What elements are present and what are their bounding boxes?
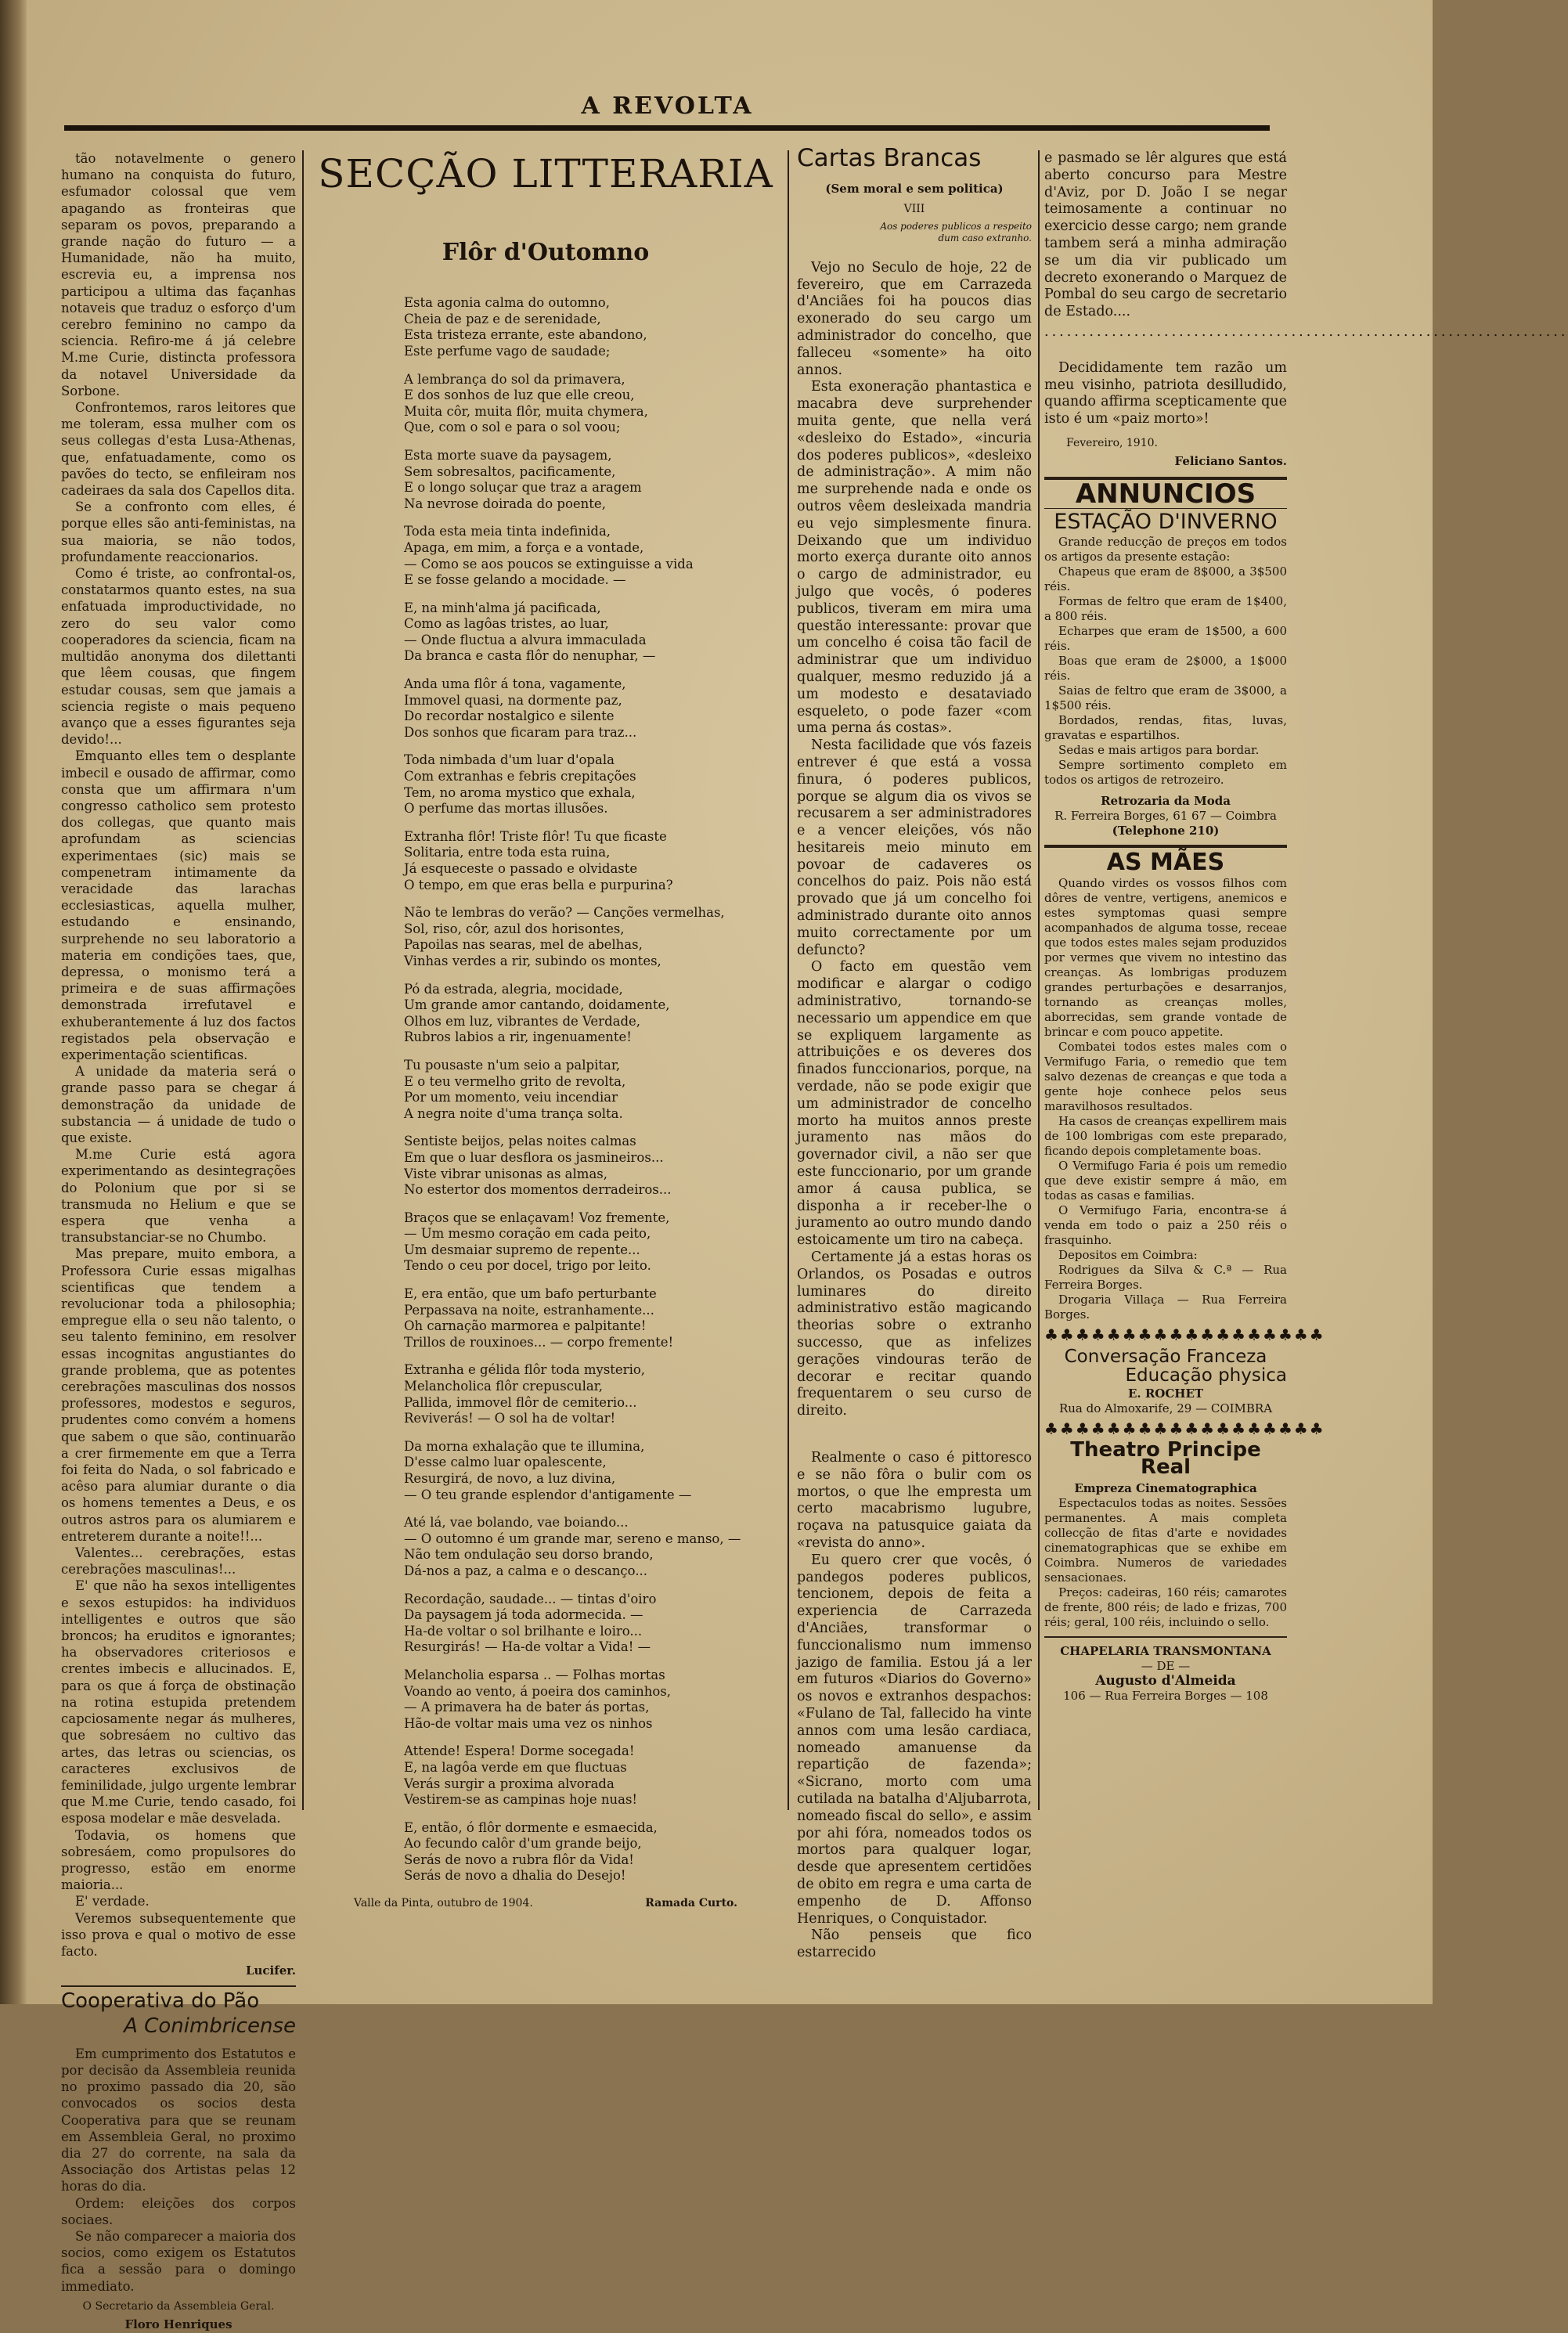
stanza [404, 295, 784, 359]
verse-line: Recordação, saudade... — tintas d'oiro [404, 1591, 657, 1606]
paragraph: Echarpes que eram de 1$500, a 600 réis. [1044, 624, 1287, 654]
paragraph: M.me Curie está agora experimentando as desintegrações do Polonium que por si se transmuda no Helium e que se espera que venha a transubstanciar-se no Chumbo. [61, 1147, 296, 1246]
ad-chapelaria-address: 106 — Rua Ferreira Borges — 108 [1063, 1688, 1268, 1703]
verse-line: Um desmaiar supremo de repente... [404, 1242, 640, 1257]
verse-line: Este perfume vago de saudade; [404, 343, 611, 359]
paragraph: O Vermifugo Faria, encontra-se á venda em todo o paiz a 250 réis o frasquinho. [1044, 1203, 1287, 1248]
paragraph: E' verdade. [75, 1894, 150, 1909]
cartas-subtitle: (Sem moral e sem politica) [825, 181, 1004, 196]
paragraph: Sedas e mais artigos para bordar. [1058, 743, 1260, 758]
column-divider [1038, 150, 1040, 1810]
paragraph: Como é triste, ao confrontal-os, constatarmos quanto estes, na sua enfatuada improductividade, no zero do seu valor como cooperadores da sciencia, ficam na multidão anonyma dos dilettanti que lêem cousas, que fingem estudar cousas, sem que jamais a sciencia registe o mais pequeno avanço que a esses figurantes seja devido!... [61, 566, 296, 748]
paragraph: Grande reducção de preços em todos os artigos da presente estação: [1044, 535, 1287, 564]
verse-line: Toda esta meia tinta indefinida, [404, 524, 611, 539]
verse-line: A negra noite d'uma trança solta. [404, 1105, 623, 1121]
verse-line: Vestirem-se as campinas hoje nuas! [404, 1792, 638, 1808]
stanza [404, 676, 784, 741]
ad-theatro-prices: Preços: cadeiras, 160 réis; camarotes de frente, 800 réis; de lado e frizas, 700 réis; geral, 100 réis, incluindo o sello. [1044, 1585, 1287, 1629]
verse-line: Rubros labios a rir, ingenuamente! [404, 1029, 632, 1045]
verse-line: Não te lembras do verão? — Canções vermelhas, [404, 905, 725, 921]
ad-estacao-telephone: (Telephone 210) [1112, 824, 1220, 838]
paragraph: Valentes... cerebrações, estas cerebrações masculinas!... [61, 1545, 296, 1578]
dotted-line: ...................................................................... [1044, 323, 1568, 340]
ad-maes-title: AS MÃES [1106, 849, 1225, 877]
poem-body [307, 295, 784, 1884]
verse-line: Viste vibrar unisonas as almas, [404, 1166, 607, 1181]
verse-line: Melancholica flôr crepuscular, [404, 1379, 604, 1394]
verse-line: Esta tristeza errante, este abandono, [404, 327, 647, 343]
paragraph: Sempre sortimento completo em todos os artigos de retrozeiro. [1044, 758, 1287, 788]
verse-line: Muita côr, muita flôr, muita chymera, [404, 403, 648, 419]
stanza [404, 982, 784, 1046]
stanza [404, 752, 784, 817]
verse-line: Braços que se enlaçavam! Voz fremente, [404, 1210, 670, 1225]
ad-chapelaria-title: CHAPELARIA TRANSMONTANA [1060, 1643, 1271, 1658]
cartas-body [797, 260, 1032, 1962]
verse-line: Resurgirás! — Ha-de voltar a Vida! — [404, 1639, 651, 1655]
coop-signature: Floro Henriques [124, 2317, 232, 2331]
stanza [404, 1210, 784, 1275]
verse-line: E, então, ó flôr dormente e esmaecida, [404, 1819, 658, 1835]
stanza [404, 524, 784, 588]
paragraph: Drogaria Villaça — Rua Ferreira Borges. [1044, 1293, 1287, 1322]
column-3 [797, 144, 1032, 1962]
coop-notice [61, 2046, 296, 2295]
paragraph: Combatei todos estes males com o Vermifugo Faria, o remedio que tem salvo dezenas de creanças e que toda a gente hoje conhece pelos seus maravilhosos resultados. [1044, 1040, 1287, 1114]
paragraph: tão notavelmente o genero humano na conquista do futuro, esfumador colossal que vem apagando as fronteiras que separam os povos, preparando a grande nação do futuro — a Humanidade, não ha muito, escrevia eu, a imprensa nos participou a ultima das façanhas notaveis que traduz o esforço d'um cerebro feminino no campo da sciencia. Refiro-me á já celebre M.me Curie, distincta professora da notavel Universidade da Sorbone. [61, 151, 296, 398]
verse-line: — Como se aos poucos se extinguisse a vida [404, 556, 694, 572]
verse-line: Apaga, em mim, a força e a vontade, [404, 539, 644, 555]
verse-line: Extranha flôr! Triste flôr! Tu que ficaste [404, 828, 667, 844]
verse-line: Da paysagem já toda adormecida. — [404, 1607, 643, 1623]
verse-line: Como as lagôas tristes, ao luar, [404, 616, 609, 632]
verse-line: Solitaria, entre toda esta ruina, [404, 845, 611, 860]
verse-line: Olhos em luz, vibrantes de Verdade, [404, 1013, 641, 1029]
ad-rochet-name: E. ROCHET [1127, 1386, 1204, 1401]
column-divider [302, 150, 304, 1810]
ad-rochet-title2: Educação physica [1125, 1365, 1287, 1386]
verse-line: Pó da estrada, alegria, mocidade, [404, 981, 623, 997]
paragraph: Bordados, rendas, fitas, luvas, gravatas e espartilhos. [1044, 713, 1287, 743]
paragraph: Esta exoneração phantastica e macabra deve surprehender muita gente, que nella verá «desleixo do Estado», «incuria dos poderes publicos», «desleixo de administração». A mim não me surprehende nada e onde os outros vêem desleixada mandria eu vejo simplesmente finura. Deixando que um individuo morto exerça durante oito annos o cargo de administrador, eu julgo que vocês, ó poderes publicos, tiveram em mira uma questão interessante: provar que um concelho é coisa tão facil de administrar que um individuo qualquer, mesmo reduzido já a um modesto e desataviado esqueleto, o pode fazer «com uma perna ás costas». [797, 379, 1032, 737]
stanza [404, 1515, 784, 1579]
ad-estacao-title: ESTAÇÃO D'INVERNO [1054, 509, 1278, 534]
cartas-date: Fevereiro, 1910. [1066, 436, 1158, 449]
paragraph: O facto em questão vem modificar e alargar o codigo administrativo, tornando-se necessario um appendice em que se expliquem largamente as attribuições e os deveres dos finados funccionarios, porque, na verdade, não se pode exigir que um administrador de concelho morto ha muitos annos preste juramento nas mãos do governador civil, a não ser que este funccionario, por um grande amor á causa publica, se disponha a ir receber-lhe o juramento ao outro mundo dando estoicamente um tiro na cabeça. [797, 959, 1032, 1249]
verse-line: Que, com o sol e para o sol voou; [404, 420, 621, 435]
stanza [404, 905, 784, 969]
verse-line: Perpassava na noite, estranhamente... [404, 1302, 654, 1318]
verse-line: Não tem ondulação seu dorso brando, [404, 1547, 654, 1563]
stanza [404, 600, 784, 665]
paragraph: Certamente já a estas horas os Orlandos, os Posadas e outros luminares do direito administrativo estão magicando theorias sobre o extranho successo, que as infelizes gerações vindouras terão de decorar e recitar quando frequentarem o seu curso de direito. [797, 1249, 1032, 1419]
coop-subtitle: A Conimbricense [124, 2014, 296, 2038]
verse-line: Ha-de voltar o sol brilhante e loiro... [404, 1623, 643, 1639]
ad-rochet-title1: Conversação Franceza [1064, 1346, 1267, 1367]
ad-chapelaria-name: Augusto d'Almeida [1095, 1672, 1236, 1689]
verse-line: Trillos de rouxinoes... — corpo fremente! [404, 1334, 674, 1350]
coop-secretary: O Secretario da Assembleia Geral. [82, 2299, 275, 2313]
poem-place-date: Valle da Pinta, outubro de 1904. [354, 1897, 533, 1910]
verse-line: E o longo soluçar que traz a aragem [404, 480, 642, 496]
verse-line: Attende! Espera! Dorme socegada! [404, 1743, 635, 1759]
verse-line: Tendo o ceu por docel, trigo por leito. [404, 1258, 651, 1274]
ad-theatro-text: Espectaculos todas as noites. Sessões permanentes. A mais completa collecção de fitas d'arte e novidades cinematographicas que se exhibe em Coimbra. Numeros de variedades sensacionaes. [1044, 1495, 1287, 1585]
verse-line: A lembrança do sol da primavera, [404, 371, 625, 387]
stanza [404, 1286, 784, 1350]
verse-line: Sentiste beijos, pelas noites calmas [404, 1134, 636, 1149]
verse-line: Papoilas nas searas, mel de abelhas, [404, 937, 643, 953]
verse-line: Ao fecundo calôr d'um grande beijo, [404, 1836, 642, 1852]
verse-line: O tempo, em que eras bella e purpurina? [404, 877, 673, 892]
verse-line: Verás surgir a proxima alvorada [404, 1776, 615, 1791]
paragraph: A unidade da materia será o grande passo para se chegar á demonstração da unidade de substancia — á unidade de tudo o que existe. [61, 1064, 296, 1145]
masthead: A REVOLTA [581, 92, 754, 120]
paragraph: Veremos subsequentemente que isso prova e qual o motivo de esse facto. [61, 1910, 296, 1959]
ad-estacao-shop: Retrozaria da Moda [1101, 794, 1231, 809]
poem-title: Flôr d'Outomno [442, 239, 650, 266]
paragraph: Todavia, os homens que sobresáem, como propulsores do progresso, estão em enorme maioria... [61, 1827, 296, 1893]
paragraph: Eu quero crer que vocês, ó pandegos poderes publicos, tencionem, depois de feita a experiencia de Carrazeda d'Anciães, transformar o funccionalismo num immenso jazigo de familia. Estou já a ler em futuros «Diarios do Governo» os novos e extranhos despachos: «Fulano de Tal, fallecido ha vinte annos com uma lesão cardiaca, nomeado amanuense da repartição de fazenda»; «Sicrano, morto com uma cutilada na batalha d'Aljubarrota, nomeado fiscal do sello», e assim por ahi fóra, nomeados todos os mortos para qualquer logar, desde que apresentem certidões de obito em regra e uma carta de empenho de D. Affonso Henriques, o Conquistador. [797, 1552, 1032, 1927]
ornamental-border: ♣♣♣♣♣♣♣♣♣♣♣♣♣♣♣♣♣♣ [1044, 1325, 1325, 1345]
verse-line: — O outomno é um grande mar, sereno e manso, — [404, 1531, 741, 1546]
stanza [404, 1668, 784, 1732]
column-4 [1044, 150, 1568, 1704]
paragraph: Quando virdes os vossos filhos com dôres de ventre, vertigens, anemicos e estes symptomas quasi sempre acompanhados de alguma tosse, receae que todos estes males sejam produzidos por vermes que vivem no intestino das creanças. As lombrigas produzem grandes perturbações e desarranjos, tornando as creanças molles, aborrecidas, sem grande vontade de brincar e com pouco appetite. [1044, 876, 1287, 1040]
paragraph: Formas de feltro que eram de 1$400, a 800 réis. [1044, 594, 1287, 624]
section-title: SECÇÃO LITTERARIA [318, 151, 773, 197]
verse-line: E se fosse gelando a mocidade. — [404, 572, 626, 588]
paragraph: Não penseis que fico estarrecido [797, 1927, 1032, 1961]
cartas-dedication: Aos poderes publicos a respeito dum caso extranho. [880, 220, 1032, 243]
verse-line: Na nevrose doirada do poente, [404, 496, 606, 511]
ad-theatro-body [1044, 1496, 1287, 1630]
verse-line: Da morna exhalação que te illumina, [404, 1438, 645, 1454]
verse-line: — O teu grande esplendor d'antigamente — [404, 1487, 692, 1502]
ad-rochet-address: Rua do Almoxarife, 29 — COIMBRA [1058, 1401, 1273, 1415]
coop-title: Cooperativa do Pão [61, 1989, 260, 2014]
divider [61, 1985, 296, 1987]
verse-line: E, era então, que um bafo perturbante [404, 1286, 657, 1302]
paragraph: Mas prepare, muito embora, a Professora Curie essas migalhas scientificas que tendem a revolucionar toda a philosophia; empregue ella o seu não talento, o seu talento feminino, em resolver essas incognitas angustiantes do grande problema, que as potentes cerebrações masculinas dos nossos professores, modestos e seguros, prudentes como convém a homens que sabem o que são, continuarão a crer firmemente em que a Terra foi feita do Nada, o sol fabricado e acêso para alumiar durante o dia os homens tementes a Deus, e os outros astros para os alumiarem e entreterem durante a noite!!... [61, 1246, 296, 1544]
verse-line: Resurgirá, de novo, a luz divina, [404, 1471, 616, 1487]
stanza [404, 448, 784, 512]
cartas-numeral: VIII [903, 202, 925, 215]
stanza [404, 1820, 784, 1884]
ad-chapelaria-de: — DE — [1141, 1658, 1191, 1673]
verse-line: Do recordar nostalgico e silente [404, 709, 615, 724]
verse-line: — Um mesmo coração em cada peito, [404, 1226, 651, 1242]
verse-line: No estertor dos momentos derradeiros... [404, 1182, 672, 1198]
verse-line: Oh carnação marmorea e palpitante! [404, 1318, 647, 1334]
verse-line: Dos sonhos que ficaram para traz... [404, 724, 637, 740]
verse-line: Tu pousaste n'um seio a palpitar, [404, 1057, 621, 1073]
cartas-closing: Decididamente tem razão um meu visinho, patriota desilludido, quando affirma scepticamente que isto é um «paiz morto»! [1044, 359, 1287, 427]
paragraph: Rodrigues da Silva & C.ª — Rua Ferreira Borges. [1044, 1263, 1287, 1293]
paragraph: Se a confronto com elles, é porque elles são anti-feministas, na sua maioria, se não todos, profundamente reaccionarios. [61, 499, 296, 564]
verse-line: Reviverás! — O sol ha de voltar! [404, 1411, 616, 1426]
verse-line: Hão-de voltar mais uma vez os ninhos [404, 1715, 653, 1731]
verse-line: E, na lagôa verde em que fluctuas [404, 1759, 627, 1775]
verse-line: — Onde fluctua a alvura immaculada [404, 632, 647, 647]
verse-line: Serás de novo a dhalia do Desejo! [404, 1868, 626, 1884]
divider [1044, 1636, 1287, 1638]
paragraph: Em cumprimento dos Estatutos e por decisão da Assembleia reunida no proximo passado dia 20, são convocados os socios desta Cooperativa para que se reunam em Assembleia Geral, no proximo dia 27 do corrente, na sala da Associação dos Artistas pelas 12 horas do dia. [61, 2046, 296, 2194]
paragraph: Saias de feltro que eram de 3$000, a 1$500 réis. [1044, 683, 1287, 713]
verse-line: Por um momento, veiu incendiar [404, 1090, 618, 1105]
verse-line: Extranha e gélida flôr toda mysterio, [404, 1362, 646, 1378]
signature-lucifer: Lucifer. [245, 1963, 296, 1978]
paragraph: Vejo no Seculo de hoje, 22 de fevereiro, que em Carrazeda d'Anciães foi ha poucos dias exonerado do seu cargo um administrador do concelho, que falleceu «somente» ha oito annos. [797, 259, 1032, 378]
paragraph: Chapeus que eram de 8$000, a 3$500 réis. [1044, 564, 1287, 594]
verse-line: Sem sobresaltos, pacificamente, [404, 463, 616, 479]
ad-estacao-address: R. Ferreira Borges, 61 67 — Coimbra [1054, 809, 1277, 824]
divider [1044, 845, 1287, 848]
ad-maes-body [1044, 876, 1287, 1322]
verse-line: Pallida, immovel flôr de cemiterio... [404, 1394, 637, 1410]
ornamental-border: ♣♣♣♣♣♣♣♣♣♣♣♣♣♣♣♣♣♣ [1044, 1419, 1325, 1438]
verse-line: Sol, riso, côr, azul dos horisontes, [404, 921, 625, 936]
stanza [404, 1134, 784, 1198]
stanza [404, 1592, 784, 1656]
verse-line: O perfume das mortas illusões. [404, 801, 608, 817]
verse-line: Um grande amor cantando, doidamente, [404, 997, 670, 1013]
poem-signature: Ramada Curto. [645, 1897, 737, 1910]
verse-line: — A primavera ha de bater ás portas, [404, 1700, 650, 1715]
stanza [404, 1362, 784, 1426]
paragraph: Boas que eram de 2$000, a 1$000 réis. [1044, 654, 1287, 683]
column-1 [61, 150, 296, 2333]
verse-line: Vinhas verdes a rir, subindo os montes, [404, 953, 661, 968]
masthead-rule [64, 125, 1270, 131]
stanza [404, 1058, 784, 1122]
verse-line: Toda nimbada d'um luar d'opala [404, 752, 615, 768]
cartas-title: Cartas Brancas [797, 144, 982, 172]
verse-line: Anda uma flôr á tona, vagamente, [404, 676, 626, 692]
paragraph: Nesta facilidade que vós fazeis entrever é que está a vossa finura, ó poderes publicos, porque se algum dia os vivos se recusarem a ser administradores e a vencer eleições, vós não hesitareis meio minuto em povoar de cadaveres os concelhos do paiz. Pois não está provado que já um concelho foi administrado durante oito annos muito correctamente por um defuncto? [797, 737, 1032, 958]
stanza [404, 372, 784, 436]
verse-line: Com extranhas e febris crepitações [404, 769, 636, 784]
poem-footer [307, 1896, 784, 1910]
paragraph: Confrontemos, raros leitores que me toleram, essa mulher com os seus collegas d'esta Lusa-Athenas, que, enfatuadamente, como os pavões do tecto, se enfileiram nos cadeiraes da sala dos Capellos dita. [61, 400, 296, 499]
verse-line: Esta agonia calma do outomno, [404, 295, 610, 311]
stanza [404, 829, 784, 893]
paragraph: Ordem: eleições dos corpos sociaes. [61, 2195, 296, 2227]
paragraph: Se não comparecer a maioria dos socios, como exigem os Estatutos fica a sessão para o domingo immediato. [61, 2228, 296, 2294]
paragraph: Realmente o caso é pittoresco e se não fôra o bulir com os mortos, o que lhe empresta um certo macabrismo lugubre, roçava na patusquice gaiata da «revista do anno». [797, 1449, 1032, 1551]
paragraph: Depositos em Coimbra: [1058, 1248, 1198, 1263]
verse-line: E dos sonhos de luz que elle creou, [404, 388, 635, 403]
verse-line: Já esqueceste o passado e olvidaste [404, 861, 638, 877]
annuncios-title: ANNUNCIOS [1075, 478, 1256, 510]
verse-line: Melancholia esparsa .. — Folhas mortas [404, 1667, 665, 1682]
paragraph: Ha casos de creanças expellirem mais de 100 lombrigas com este preparado, ficando depois completamente boas. [1044, 1114, 1287, 1159]
ad-theatro-title: Theatro Principe Real [1070, 1438, 1261, 1480]
verse-line: Em que o luar desflora os jasmineiros... [404, 1149, 664, 1165]
article-feminism [61, 150, 296, 1960]
verse-line: Voando ao vento, á poeira dos caminhos, [404, 1683, 672, 1699]
stanza [404, 1743, 784, 1808]
verse-line: Immovel quasi, na dormente paz, [404, 692, 622, 708]
cartas-signature: Feliciano Santos. [1174, 453, 1287, 468]
verse-line: E o teu vermelho grito de revolta, [404, 1073, 626, 1089]
verse-line: Esta morte suave da paysagem, [404, 447, 612, 463]
ad-theatro-subtitle: Empreza Cinematographica [1074, 1480, 1257, 1495]
paragraph: Emquanto elles tem o desplante imbecil e ousado de affirmar, como consta que um affirmara n'um congresso catholico sem protesto dos collegas, que quanto mais aprofundam as sciencias experimentaes (sic) mais se compenetram intimamente da veracidade das larachas ecclesiasticas, aquella mulher, estudando e ensinando, surprehende no seu laboratorio a materia em condições taes, que, depressa, o monismo terá a primeira e de suas affirmações demonstrada irrefutavel e exhuberantemente á luz dos factos registados pela observação e experimentação scientificas. [61, 748, 296, 1062]
verse-line: Tem, no aroma mystico que exhala, [404, 784, 636, 800]
binding-gutter [0, 0, 27, 2004]
paragraph: E' que não ha sexos intelligentes e sexos estupidos: ha individuos intelligentes e outros que são broncos; ha eruditos e ignorantes; ha observadores criteriosos e crentes imbecis e allucinados. E, para os que á força de obstinação na rotina estupida pretendem capciosamente negar ás mulheres, que sobresáem no cultivo das artes, das letras ou sciencias, os caracteres exclusivos de feminilidade, julgo urgente lembrar que M.me Curie, tendo casado, foi esposa modelar e mãe desvelada. [61, 1578, 296, 1826]
verse-line: Serás de novo a rubra flôr da Vida! [404, 1852, 634, 1867]
verse-line: Dá-nos a paz, a calma e o descanço... [404, 1563, 648, 1578]
ad-estacao-body [1044, 535, 1287, 788]
stanza [404, 1439, 784, 1503]
column-divider [788, 150, 789, 1810]
verse-line: Cheia de paz e de serenidade, [404, 311, 601, 326]
verse-line: E, na minh'alma já pacificada, [404, 600, 601, 615]
cartas-continuation: e pasmado se lêr algures que está aberto concurso para Mestre d'Aviz, por D. João I se negar teimosamente a continuar no exercicio desse cargo; nem grande tambem será a minha admiração se um dia vir publicado um decreto exonerando o Marquez de Pombal do seu cargo de secretario de Estado.... [1044, 150, 1287, 320]
verse-line: Da branca e casta flôr do nenuphar, — [404, 648, 656, 664]
verse-line: Até lá, vae bolando, vae boiando... [404, 1515, 629, 1531]
verse-line: D'esse calmo luar opalescente, [404, 1455, 607, 1470]
paragraph: O Vermifugo Faria é pois um remedio que deve existir sempre á mão, em todas as casas e familias. [1044, 1159, 1287, 1203]
column-2 [307, 150, 784, 1910]
